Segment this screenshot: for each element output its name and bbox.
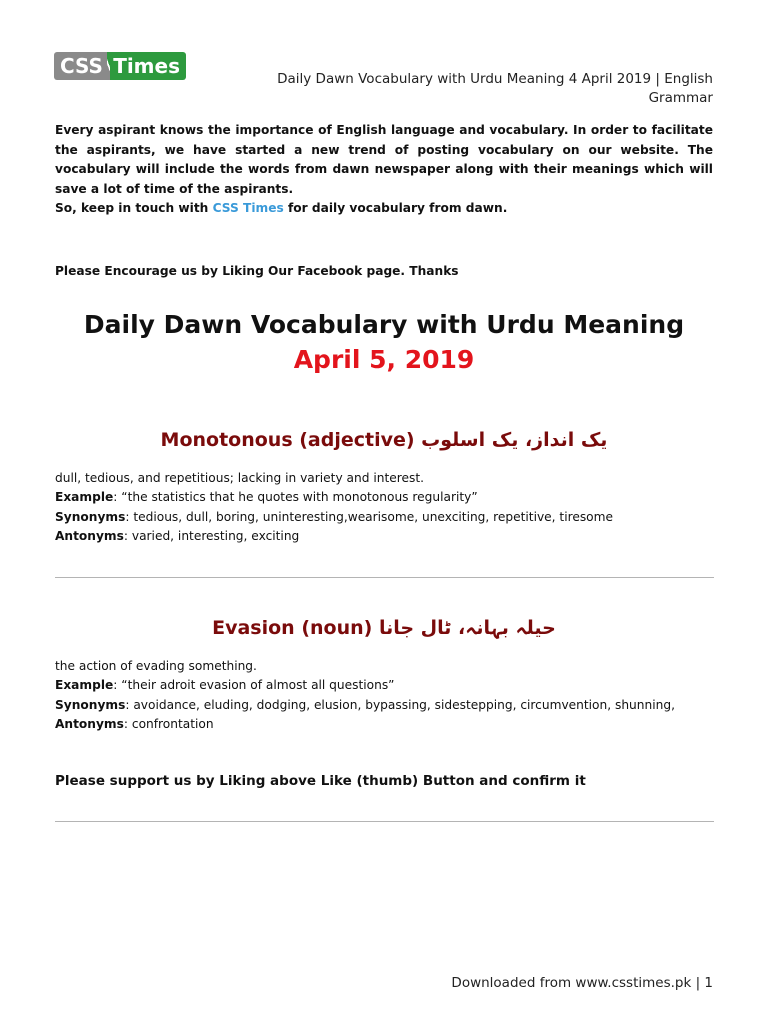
intro-paragraph: Every aspirant knows the importance of English language and vocabulary. In order to facilitate the aspirants, we have started a new trend of posting vocabulary on our website. The vocabulary will include the words from dawn newspaper along with their meanings which will save a lot of time of the aspirants. bbox=[55, 123, 713, 196]
page-date: April 5, 2019 bbox=[293, 345, 475, 374]
definition-text: dull, tedious, and repetitious; lacking in variety and interest. bbox=[55, 471, 424, 485]
encourage-text: Please Encourage us by Liking Our Facebook page. Thanks bbox=[55, 264, 459, 278]
intro-section bbox=[55, 121, 713, 219]
antonyms-row bbox=[55, 527, 715, 546]
intro-keep-in-touch bbox=[55, 199, 713, 219]
example-row bbox=[55, 676, 715, 695]
example-label: Example bbox=[55, 490, 114, 505]
document-header-title: Daily Dawn Vocabulary with Urdu Meaning 4 April 2019 | English Grammar bbox=[277, 71, 713, 106]
example-text: : “the statistics that he quotes with monotonous regularity” bbox=[113, 490, 478, 505]
word-definition-block bbox=[55, 469, 715, 547]
example-row bbox=[55, 488, 715, 507]
example-label: Example bbox=[55, 678, 114, 693]
antonyms-text: : varied, interesting, exciting bbox=[123, 529, 300, 544]
antonyms-label: Antonyms bbox=[55, 717, 124, 732]
synonyms-label: Synonyms bbox=[55, 509, 126, 524]
logo-times-text: Times bbox=[110, 52, 186, 80]
page-title: Daily Dawn Vocabulary with Urdu Meaning bbox=[83, 310, 685, 339]
synonyms-label: Synonyms bbox=[55, 697, 126, 712]
antonyms-row bbox=[55, 715, 715, 734]
section-divider bbox=[55, 821, 714, 822]
support-text: Please support us by Liking above Like (thumb) Button and confirm it bbox=[55, 773, 586, 789]
word-definition-block bbox=[55, 657, 715, 735]
css-times-link[interactable]: CSS Times bbox=[212, 201, 284, 215]
keep-prefix: So, keep in touch with bbox=[55, 201, 213, 215]
keep-suffix: for daily vocabulary from dawn. bbox=[283, 201, 508, 215]
word-heading-evasion: Evasion (noun) حیلہ بہانہ، ٹال جانا bbox=[212, 617, 556, 639]
example-text: : “their adroit evasion of almost all questions” bbox=[113, 678, 395, 693]
synonyms-row bbox=[55, 508, 715, 527]
page-footer: Downloaded from www.csstimes.pk | 1 bbox=[451, 975, 713, 991]
csstimes-logo bbox=[54, 52, 186, 80]
section-divider bbox=[55, 577, 714, 578]
word-heading-monotonous: Monotonous (adjective) یک انداز، یک اسلوب bbox=[160, 429, 608, 451]
logo-css-text: CSS bbox=[54, 52, 107, 80]
definition-text: the action of evading something. bbox=[55, 659, 257, 673]
synonyms-text: : avoidance, eluding, dodging, elusion, bypassing, sidestepping, circumvention, shunning, bbox=[125, 697, 675, 712]
antonyms-text: : confrontation bbox=[123, 717, 214, 732]
synonyms-row bbox=[55, 696, 715, 715]
synonyms-text: : tedious, dull, boring, uninteresting,wearisome, unexciting, repetitive, tiresome bbox=[125, 509, 614, 524]
antonyms-label: Antonyms bbox=[55, 529, 124, 544]
